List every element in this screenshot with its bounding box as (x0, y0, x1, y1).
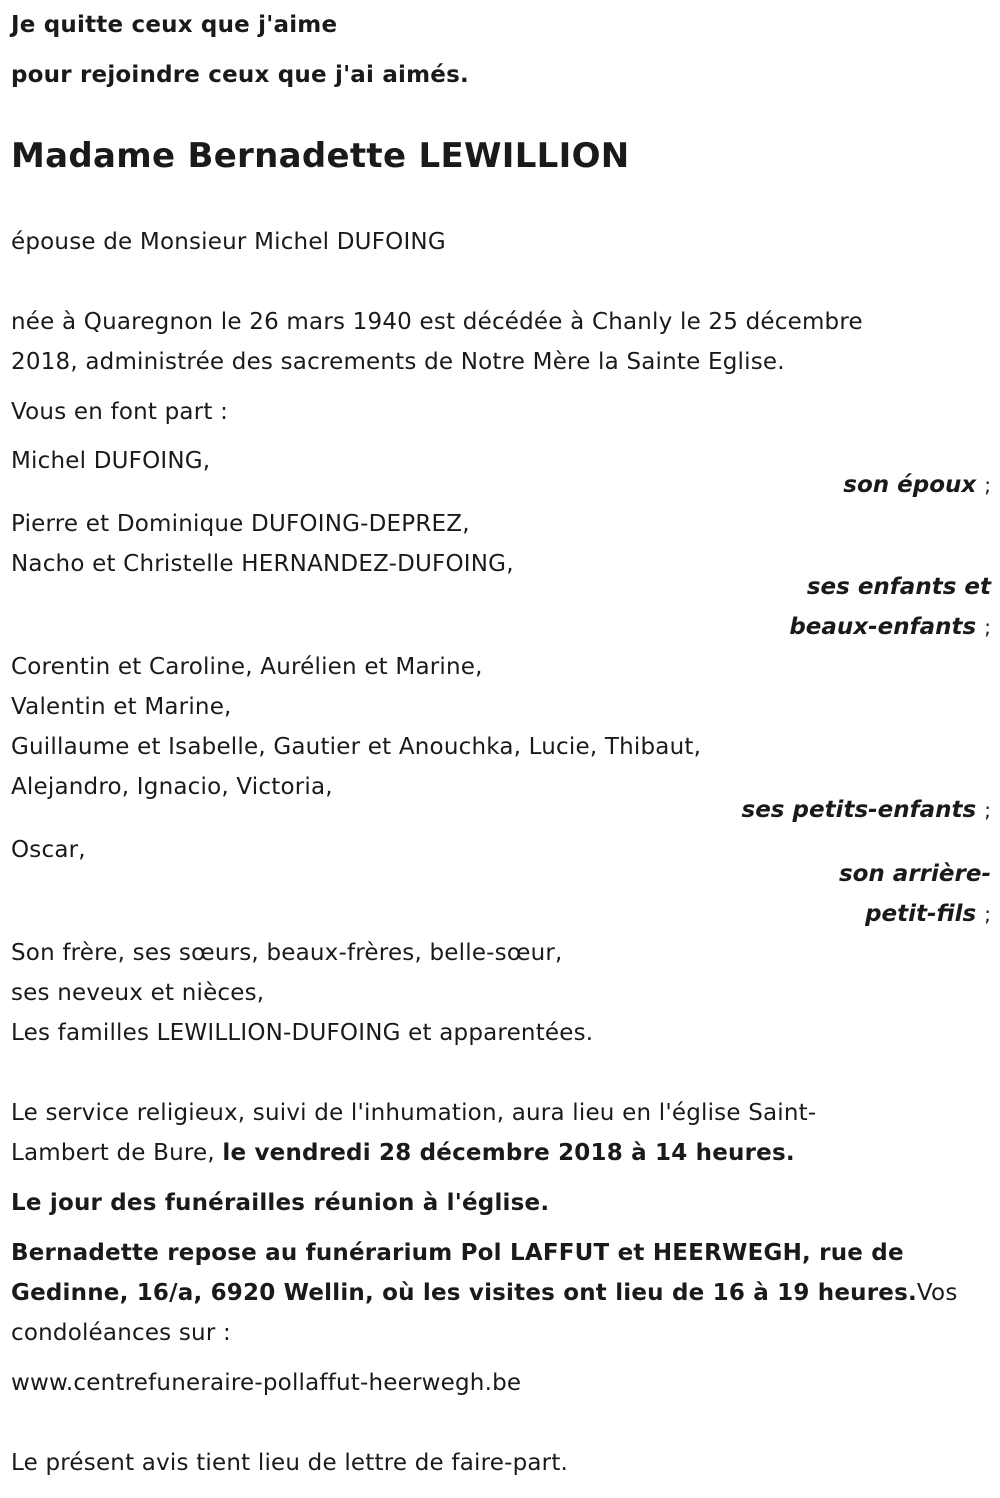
closing-note: Le présent avis tient lieu de lettre de faire-part. (11, 1450, 569, 1476)
spouse-role (843, 470, 991, 500)
great-grandchild-role-line-1: son arrière- (838, 861, 991, 887)
grandchildren-line-3: Guillaume et Isabelle, Gautier et Anouchka, Lucie, Thibaut, (11, 734, 702, 760)
rest-line-2 (11, 1278, 958, 1308)
bio-line-1: née à Quaregnon le 26 mars 1940 est décédée à Chanly le 25 décembre (11, 309, 863, 335)
children-role-label: beaux-enfants (789, 614, 977, 640)
deceased-name: Madame Bernadette LEWILLION (11, 136, 630, 176)
great-grandchild-role-label: petit-fils (865, 901, 977, 927)
condolences-lead: Vos (916, 1280, 958, 1306)
great-grandchild-name: Oscar, (11, 837, 86, 863)
condolences-line: condoléances sur : (11, 1320, 231, 1346)
spouse-role-label: son époux (843, 472, 977, 498)
grandchildren-line-4: Alejandro, Ignacio, Victoria, (11, 774, 333, 800)
others-line-3: Les familles LEWILLION-DUFOING et apparentées. (11, 1020, 594, 1046)
grandchildren-role-label: ses petits-enfants (741, 797, 977, 823)
visit-details: Gedinne, 16/a, 6920 Wellin, où les visites ont lieu de 16 à 19 heures. (11, 1280, 917, 1306)
service-line-2 (11, 1138, 795, 1168)
service-line-1: Le service religieux, suivi de l'inhumation, aura lieu en l'église Saint- (11, 1100, 817, 1126)
great-grandchild-role-line-2 (865, 899, 991, 929)
children-line-1: Pierre et Dominique DUFOING-DEPREZ, (11, 511, 470, 537)
rest-line-1: Bernadette repose au funérarium Pol LAFFUT et HEERWEGH, rue de (11, 1240, 904, 1266)
service-date: le vendredi 28 décembre 2018 à 14 heures. (222, 1140, 795, 1166)
spouse-name: Michel DUFOING, (11, 448, 211, 474)
epigraph-line-2: pour rejoindre ceux que j'ai aimés. (11, 62, 469, 88)
service-location: Lambert de Bure, (11, 1140, 223, 1166)
role-separator: ; (984, 902, 991, 926)
gathering-note: Le jour des funérailles réunion à l'église. (11, 1190, 550, 1216)
bio-line-2: 2018, administrée des sacrements de Notre Mère la Sainte Eglise. (11, 349, 785, 375)
others-line-2: ses neveux et nièces, (11, 980, 265, 1006)
announcement-intro: Vous en font part : (11, 399, 229, 425)
role-separator: ; (984, 798, 991, 822)
grandchildren-role (742, 795, 991, 825)
epigraph-line-1: Je quitte ceux que j'aime (11, 12, 338, 38)
children-role-line-2 (789, 612, 991, 642)
funeral-website-link[interactable]: www.centrefuneraire-pollaffut-heerwegh.be (11, 1370, 522, 1396)
grandchildren-line-2: Valentin et Marine, (11, 694, 232, 720)
grandchildren-line-1: Corentin et Caroline, Aurélien et Marine, (11, 654, 483, 680)
spouse-line: épouse de Monsieur Michel DUFOING (11, 229, 446, 255)
children-role-line-1: ses enfants et (806, 574, 991, 600)
others-line-1: Son frère, ses sœurs, beaux-frères, belle-sœur, (11, 940, 563, 966)
role-separator: ; (984, 473, 991, 497)
children-line-2: Nacho et Christelle HERNANDEZ-DUFOING, (11, 551, 514, 577)
role-separator: ; (984, 615, 991, 639)
